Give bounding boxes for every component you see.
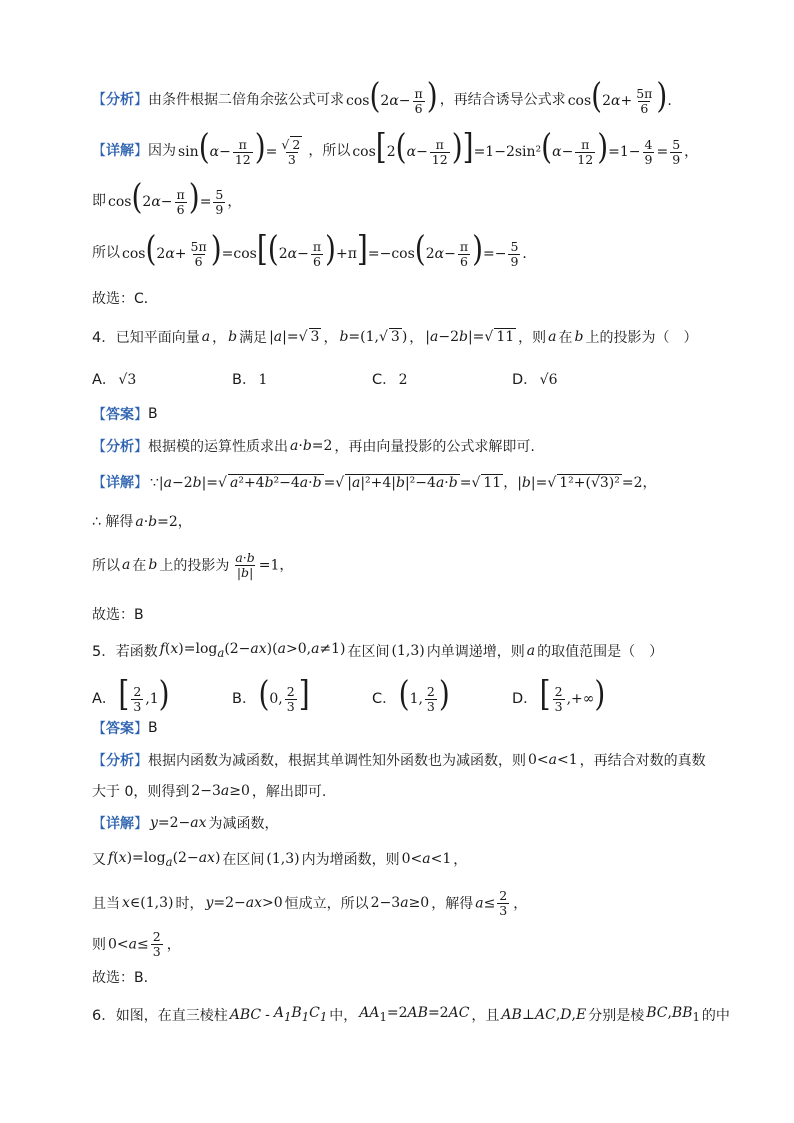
q5-detail-holds: 恒成立，所以 (284, 896, 369, 913)
q5-answer: 【答案】 B (92, 720, 158, 737)
q4-answer: 【答案】 B (92, 406, 158, 423)
q4-satisfy: 满足 (239, 329, 268, 346)
q6-resp: 分别是棱 (588, 1007, 645, 1024)
q4-option-b[interactable]: B． 1 (232, 372, 268, 388)
q4-proj-on: 在 (132, 558, 147, 575)
q5-number: 5． (92, 644, 116, 660)
q5-option-d[interactable]: D．[ $\frac{2}{3}$ ,+∞) (512, 672, 606, 714)
q4-number: 4． (92, 330, 116, 346)
q5-option-b[interactable]: B．(0, $\frac{2}{3}$ ] (232, 672, 310, 714)
q5-detail: 【详解】 y=2−ax 为减函数， (92, 815, 279, 832)
q4-proj-is: 上的投影为 (159, 558, 230, 575)
q5-detail-comma-2: ， (513, 896, 528, 913)
q5-detail-comma: ， (453, 852, 468, 868)
q5-detail-3: 且当 x∈(1,3) 时， y=2−ax>0 恒成立，所以 2−3a≥0 ，解得 a≤ $\frac{2}{3}$ ， (92, 888, 528, 918)
q5-stem-text: 若函数 (115, 643, 158, 660)
q5-options (92, 672, 724, 714)
q5-analysis-text-4: ，解出即可. (251, 784, 327, 800)
q4-end (92, 604, 724, 624)
q4-comma: ， (212, 329, 227, 346)
q4-detail: 【详解】 ∵|a−2b|=√ a²+4b²−4a·b =√ |a|²+4|b|²−4a·b =√ 11 ，|b|=√ 1²+(√3)² =2， (92, 472, 724, 492)
q4-end-text: 故选：B (92, 607, 144, 623)
text-guxuan-c: 故选：C． (92, 291, 158, 307)
analysis-line-q3 (92, 74, 724, 116)
q6-in: 中， (329, 1007, 358, 1024)
q5-end (92, 967, 724, 987)
q4-stem-text: 已知平面向量 (115, 329, 200, 346)
q4-solve-text: ∴ 解得 (92, 514, 134, 530)
q6-mid: 的中 (701, 1007, 730, 1024)
q6-stem: 6． 如图，在直三棱柱 ABC - $A_1B_1C_1$ 中， $AA_1=2AB=2AC$ ，且 AB⊥AC,D,E 分别是棱 $BC,BB_1$ 的中 (92, 1005, 730, 1024)
analysis-tag: 【分析】 (92, 91, 148, 108)
q5-stem: 5． 若函数 $f(x)=\log_a(2-ax)(a>0,a\ne 1)$ 在区间 (1,3) 内单调递增，则 a 的取值范围是（ ） (92, 641, 664, 660)
q4-then: ，则 (518, 329, 547, 346)
q5-detail-you: 又 (92, 852, 106, 868)
math-cos-expand: cos[2(α− $\frac{\pi}{12}$ )]=1−2sin²(α− $\frac{\pi}{12}$ )=1− $\frac{4}{9}$ = $\frac{5}{9}$ ， (352, 125, 699, 167)
math-cos-2a-5pi6: cos(2α+ $\frac{5\pi}{6}$ ). (567, 74, 672, 116)
math-cos-2a-pi6: cos(2α− $\frac{\pi}{6}$ ) (346, 74, 438, 116)
q4-comma-2: ， (323, 329, 338, 346)
q5-detail-when: 且当 (92, 896, 120, 913)
q5-mono: 内单调递增，则 (426, 643, 525, 660)
detail-tag: 【详解】 (92, 142, 148, 159)
q5-detail-comma-3: ， (166, 937, 181, 954)
q5-end-text: 故选：B. (92, 970, 149, 986)
detail-text-2: ，所以 (308, 142, 351, 159)
q5-detail-interval: 在区间 (222, 852, 265, 868)
q5-detail-2: 又 $f(x)=\log_a(2-ax)$ 在区间 (1,3) 内为增函数，则 0<a<1 ， (92, 849, 468, 869)
q4-analysis-text: 根据模的运算性质求出 (148, 439, 288, 455)
q4-question: 上的投影为（ ） (585, 329, 698, 346)
q5-detail-solve: ，解得 (431, 896, 474, 913)
q6-number: 6． (92, 1008, 116, 1024)
q5-interval: 在区间 (347, 643, 390, 660)
q6-and: ，且 (471, 1007, 500, 1024)
detail-text: 因为 (148, 142, 176, 159)
q5-detail-text: 为减函数， (208, 816, 279, 832)
q4-options (92, 368, 724, 389)
q4-option-c[interactable]: C． 2 (372, 372, 408, 388)
q4-on: 在 (558, 329, 573, 346)
q4-option-a[interactable]: A． √3 (92, 372, 137, 388)
q5-detail-4: 则 0<a≤ $\frac{2}{3}$ ， (92, 929, 181, 959)
q5-answer-value: B (148, 720, 158, 736)
q5-analysis-text-3: 大于 0，则得到 (92, 784, 190, 800)
q5-analysis-2: 大于 0，则得到 2−3a≥0 ，解出即可. (92, 783, 327, 800)
q4-stem: 4． 已知平面向量 a ， b 满足 |a|=√ 3 ， b=(1,√ 3 ) ， |a−2b|=√ 11 ，则 a 在 b 上的投影为（ ） (92, 326, 724, 347)
math-sin-eq: sin(α− $\frac{\pi}{12}$ )= $\frac{√ 2}{3}$ (178, 125, 301, 167)
text-ji: 即 (92, 192, 106, 209)
q4-option-d[interactable]: D． √6 (512, 372, 558, 388)
q4-analysis: 【分析】 根据模的运算性质求出 a·b=2 ，再由向量投影的公式求解即可. (92, 438, 535, 455)
q5-option-a[interactable]: A．[ $\frac{2}{3}$ ,1) (92, 672, 170, 714)
q5-analysis-text: 根据内函数为减函数，根据其单调性知外函数也为减函数，则 (148, 753, 526, 769)
q5-analysis: 【分析】 根据内函数为减函数，根据其单调性知外函数也为减函数，则 0<a<1 ，再结合对数的真数 (92, 752, 706, 769)
q4-answer-value: B (148, 406, 158, 422)
text-suoyi: 所以 (92, 244, 120, 261)
detail-line-q3 (92, 125, 724, 167)
math-q4-modulus: ∵|a−2b|=√ a²+4b²−4a·b =√ |a|²+4|b|²−4a·b =√ 11 ，|b|=√ 1²+(√3)² =2， (150, 475, 657, 491)
analysis-text: 由条件根据二倍角余弦公式可求 (148, 91, 344, 108)
q4-solve: ∴ 解得 a·b=2， (92, 511, 724, 531)
q4-proj-text: 所以 (92, 558, 120, 575)
math-cos-result: cos(2α− $\frac{\pi}{6}$ )= $\frac{5}{9}$ ， (108, 175, 242, 217)
q5-detail-then: 则 (92, 937, 106, 954)
q5-option-c[interactable]: C．(1, $\frac{2}{3}$ ) (372, 672, 450, 714)
choice-line-q3 (92, 288, 724, 308)
q4-comma-3: ， (409, 329, 424, 346)
analysis-text-2: ，再结合诱导公式求 (439, 91, 566, 108)
math-cos-final: cos(2α+ $\frac{5\pi}{6}$ )=cos[(2α− $\frac{\pi}{6}$ )+π]=−cos(2α− $\frac{\pi}{6}$ )=− $\frac{5}{9}$ ． (122, 227, 537, 269)
result-line-q3 (92, 175, 724, 217)
final-line-q3 (92, 227, 724, 269)
q6-stem-text: 如图，在直三棱柱 (115, 1007, 228, 1024)
q4-analysis-text-2: ，再由向量投影的公式求解即可. (334, 439, 535, 455)
q5-detail-incr: 内为增函数，则 (301, 852, 400, 868)
q5-analysis-text-2: ，再结合对数的真数 (579, 753, 706, 769)
q4-projection: 所以 a 在 b 上的投影为 $\frac{a\cdot b}{|b|}$ =1， (92, 550, 294, 580)
q5-question: 的取值范围是（ ） (537, 643, 664, 660)
q5-detail-time: 时， (175, 896, 204, 913)
